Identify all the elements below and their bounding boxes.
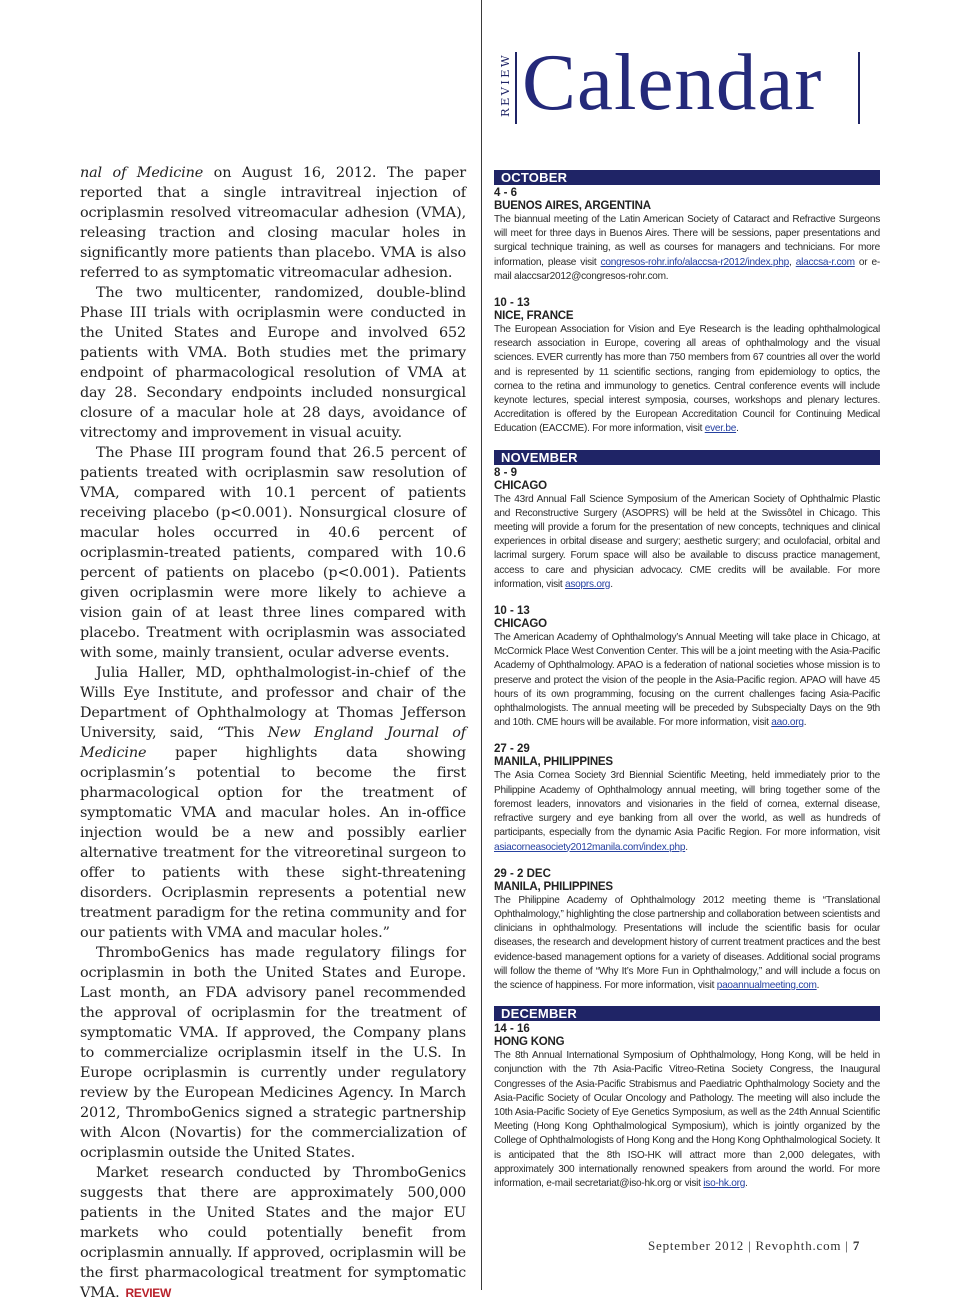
calendar-event [494,297,880,437]
journal-italic: nal of Medicine [80,165,204,181]
event-dates: 27 - 29 [494,743,530,756]
header-rule-right [858,52,860,124]
article-paragraph: nal of Medicine on August 16, 2012. The paper reported that a single intravitreal injection of ocriplasmin resolved vitreomacular adhesion (VMA), releasing traction and closing macular holes in significantly more patients than placebo. VMA is also referred to as symptomatic vitreomacular adhesion. [80,165,466,281]
review-end-mark: REVIEW [125,1286,172,1300]
event-link[interactable]: congresos-rohr.info/alaccsa-r2012/index.php [600,256,790,268]
event-dates: 29 - 2 DEC [494,867,551,880]
event-link[interactable]: iso-hk.org [703,1177,746,1189]
event-link[interactable]: asiacorneasociety2012manila.com/index.php [494,841,686,853]
calendar-event [494,187,880,284]
event-dates: 10 - 13 [494,297,530,310]
event-description: The Philippine Academy of Ophthalmology 2012 meeting theme is “Translational Ophthalmology,” highlighting the close partnership and collaboration between scientists and clinicians in ophthalmology. Presentations will include the scientific basis for ocular diseases, the research and development history of current treatment practices and the best evidence-based management options for a variety of diseases. Additional social programs will follow the theme of “Why It’s More Fun in Ophthalmology,” and will include a focus on the science of happiness. For more information, visit paoannualmeeting.com. [494,894,880,991]
event-description: The 43rd Annual Fall Science Symposium of the American Society of Ophthalmic Plastic and Reconstructive Surgery (ASOPRS) will be held at the Swissôtel in Chicago. This meeting will provide a forum for the presentation of new concepts, techniques and clinical experiences in orbital disease and surgery; aesthetic surgery; and oculofacial, orbital and lacrimal surgery. Forum space will also be available to discuss practice management, access to care and physician advocacy. CME credits will be available. For more information, visit asoprs.org. [494,493,880,590]
event-location: CHICAGO [494,618,547,631]
event-dates: 10 - 13 [494,605,530,618]
event-location: HONG KONG [494,1036,565,1049]
article-column [80,163,466,1303]
event-location: MANILA, PHILIPPINES [494,880,613,893]
event-link[interactable]: asoprs.org [564,578,611,590]
page-number: 7 [852,1238,861,1253]
calendar-list [494,170,880,1204]
calendar-event [494,1023,880,1191]
event-description: The biannual meeting of the Latin American Society of Cataract and Refractive Surgeons will meet for three days in Buenos Aires. There will be sessions, paper presentations and surgical technique training, as well as courses for managers and technicians. For more information, please visit congresos-rohr.info/alaccsa-r2012/index.php, alaccsa-r.com or e-mail alaccsar2012@congresos-rohr.com. [494,214,881,282]
article-paragraph: The two multicenter, randomized, double-blind Phase III trials with ocriplasmin were conducted in the United States and Europe and involved 652 patients with VMA. Both studies met the primary endpoint of pharmacological resolution of VMA at day 28. Secondary endpoints included nonsurgical closure of a macular hole at 28 days, avoidance of vitrectomy and improvement in visual acuity. [80,285,466,441]
article-paragraph: ThromboGenics has made regulatory filings for ocriplasmin in both the United States and Europe. Last month, an FDA advisory panel recommended the approval of ocriplasmin for the treatment of symptomatic VMA. If approved, the Company plans to commercialize ocriplasmin itself in the U.S. In Europe ocriplasmin is currently under regulatory review by the European Medicines Agency. In March 2012, ThromboGenics signed a strategic partnership with Alcon (Novartis) for the commercialization of ocriplasmin outside the United States. [80,945,466,1161]
event-location: NICE, FRANCE [494,310,574,323]
journal-italic: New England Journal of Medicine [80,725,466,761]
event-dates: 4 - 6 [494,187,518,199]
header-rule-left [515,52,517,124]
article-paragraph: Market research conducted by ThromboGenics suggests that there are approximately 500,000 patients in the United States and the major EU markets who could potentially benefit from ocriplasmin annually. If approved, ocriplasmin will be the first pharmacological treatment for symptomatic VMA. REVIEW [80,1165,466,1301]
article-paragraph: Julia Haller, MD, ophthalmologist-in-chief of the Wills Eye Institute, and professor and chair of the Department of Ophthalmology at Thomas Jefferson University, said, “This New England Journal of Medicine paper highlights data showing ocriplasmin’s potential to become the first pharmacological option for the treatment of symptomatic VMA and macular holes. An in-office injection would be a new and possibly earlier alternative treatment for the vitreoretinal surgeon to offer to patients with these sight-threatening disorders. Ocriplasmin represents a potential new treatment paradigm for the retina community and for our patients with VMA and macular holes.” [80,665,466,941]
calendar-title: Calendar [522,37,823,127]
event-link[interactable]: aao.org [771,717,804,729]
event-description: The European Association for Vision and Eye Research is the leading ophthalmological research association in Europe, covering all areas of ophthalmology and the visual sciences. EVER currently has more than 750 members from 67 countries all over the world and is represented by 11 scientific sections, ranging from epidemiology to optics, the cornea to the retina and immunology to genetics. Central conference events will include keynote lectures, special interest symposia, courses, workshops and plenary lectures. Accreditation is offered by the European Accreditation Council for Continuing Medical Education (EACCME). For more information, visit ever.be. [494,324,880,435]
event-link[interactable]: paoannualmeeting.com [716,979,817,991]
month-header-november: NOVEMBER [494,450,880,465]
calendar-event [494,605,880,730]
event-link[interactable]: ever.be [704,423,737,435]
event-description: The American Academy of Ophthalmology’s Annual Meeting will take place in Chicago, at McCormick Place West Convention Center. This will be a joint meeting with the Asia-Pacific Academy of Ophthalmology. APAO is a federation of national societies whose mission is to preserve and protect the vision of the people in the Asia-Pacific region. APAO will have 45 hours of its own programming, focusing on the current challenges facing Asia-Pacific ophthalmologists. The annual meeting will be preceded by Subspecialty Days on the 9th and 10th. CME hours will be available. For more information, visit aao.org. [494,632,880,729]
calendar-event [494,743,880,854]
month-header-october: OCTOBER [494,170,880,185]
footer-text: September 2012 | Revophth.com | [648,1238,853,1253]
page-footer [648,1238,860,1254]
event-description: The 8th Annual International Symposium of Ophthalmology, Hong Kong, will be held in conjunction with the 7th Asia-Pacific Vitreo-Retina Society Congress, the Inaugural Congresses of the Asia-Pacific Strabismus and Paediatric Ophthalmology Society and the Asia-Pacific Society of Ocular Oncology and Pathology. The meeting will also include the 10th Asia-Pacific Society of Eye Genetics Symposium, as well as the 24th Annual Scientific Meeting (Hong Kong Ophthalmological Symposium), which is jointly organized by the College of Ophthalmologists of Hong Kong and the Hong Kong Ophthalmological Society. It is anticipated that the 8th ISO-HK will attract more than 2,000 delegates, with approximately 300 internationally renowned speakers from around the world. For more information, e-mail secretariat@iso-hk.org or visit iso-hk.org. [494,1050,880,1189]
review-vertical-label: REVIEW [498,53,512,117]
event-location: MANILA, PHILIPPINES [494,756,613,769]
event-link[interactable]: alaccsa-r.com [795,256,855,268]
article-paragraph: The Phase III program found that 26.5 percent of patients treated with ocriplasmin saw resolution of VMA, compared with 10.1 percent of patients receiving placebo (p<0.001). Nonsurgical closure of macular holes occurred in 40.6 percent of ocriplasmin-treated patients, compared with 10.6 percent of patients on placebo (p<0.001). Patients given ocriplasmin were more likely to achieve a vision gain of at least three lines compared with placebo. Treatment with ocriplasmin was associated with some, mainly transient, ocular adverse events. [80,445,466,661]
event-dates: 14 - 16 [494,1023,530,1036]
event-description: The Asia Cornea Society 3rd Biennial Scientific Meeting, held immediately prior to the Philippine Academy of Ophthalmology annual meeting, will bring together some of the foremost leaders, innovators and visionaries in the field of cornea, external disease, refractive surgery and eye banking from all over the world, as well as hundreds of participants, especially from the dynamic Asia Pacific Region. For more information, visit asiacorneasociety2012manila.com/index.php. [494,770,880,853]
event-dates: 8 - 9 [494,466,518,479]
event-location: CHICAGO [494,479,547,492]
event-location: BUENOS AIRES, ARGENTINA [494,200,651,212]
column-divider [481,0,482,1290]
month-header-december: DECEMBER [494,1006,880,1021]
calendar-event [494,868,880,993]
calendar-event [494,467,880,592]
